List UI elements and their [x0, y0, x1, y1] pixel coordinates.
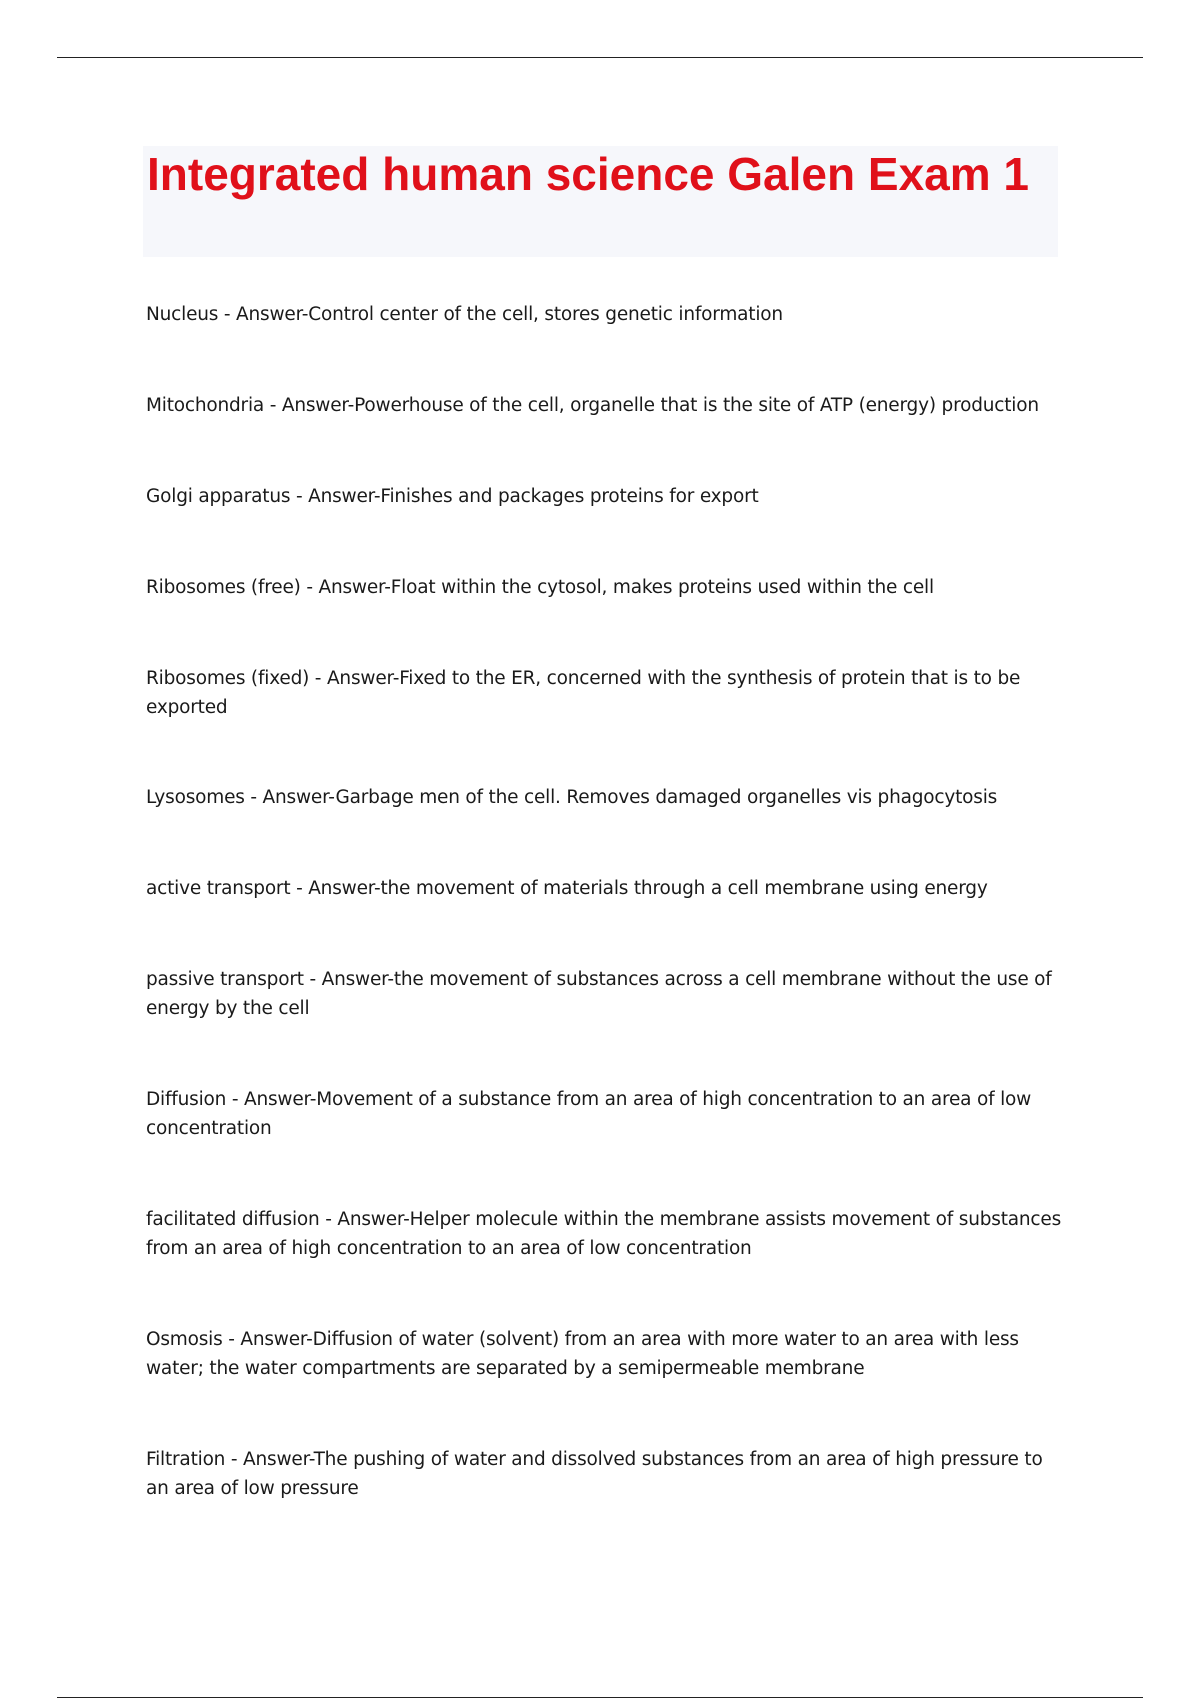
qa-item-passive-transport: passive transport - Answer-the movement of substances across a cell membrane without the use of energy by the cell: [146, 969, 1052, 1019]
qa-item-filtration: Filtration - Answer-The pushing of water and dissolved substances from an area of high pressure to an area of low pressure: [146, 1449, 1043, 1499]
qa-item-ribosomes-fixed: Ribosomes (fixed) - Answer-Fixed to the ER, concerned with the synthesis of protein that is to be exported: [146, 668, 1021, 718]
title-banner: [143, 146, 1058, 257]
bottom-divider: [57, 1697, 1143, 1698]
qa-item-nucleus: Nucleus - Answer-Control center of the cell, stores genetic information: [146, 304, 783, 325]
document-title: Integrated human science Galen Exam 1: [147, 148, 1029, 200]
qa-item-mitochondria: Mitochondria - Answer-Powerhouse of the cell, organelle that is the site of ATP (energy) production: [146, 395, 1039, 416]
qa-item-osmosis: Osmosis - Answer-Diffusion of water (solvent) from an area with more water to an area with less water; the water compartments are separated by a semipermeable membrane: [146, 1329, 1019, 1379]
top-divider: [57, 57, 1143, 58]
qa-item-ribosomes-free: Ribosomes (free) - Answer-Float within the cytosol, makes proteins used within the cell: [146, 577, 934, 598]
qa-item-golgi-apparatus: Golgi apparatus - Answer-Finishes and packages proteins for export: [146, 486, 759, 507]
qa-item-lysosomes: Lysosomes - Answer-Garbage men of the cell. Removes damaged organelles vis phagocytosis: [146, 787, 998, 808]
qa-item-diffusion: Diffusion - Answer-Movement of a substance from an area of high concentration to an area of low concentration: [146, 1089, 1032, 1139]
qa-item-active-transport: active transport - Answer-the movement of materials through a cell membrane using energy: [146, 878, 988, 899]
qa-item-facilitated-diffusion: facilitated diffusion - Answer-Helper molecule within the membrane assists movement of substances from an area of high concentration to an area of low concentration: [146, 1209, 1062, 1259]
